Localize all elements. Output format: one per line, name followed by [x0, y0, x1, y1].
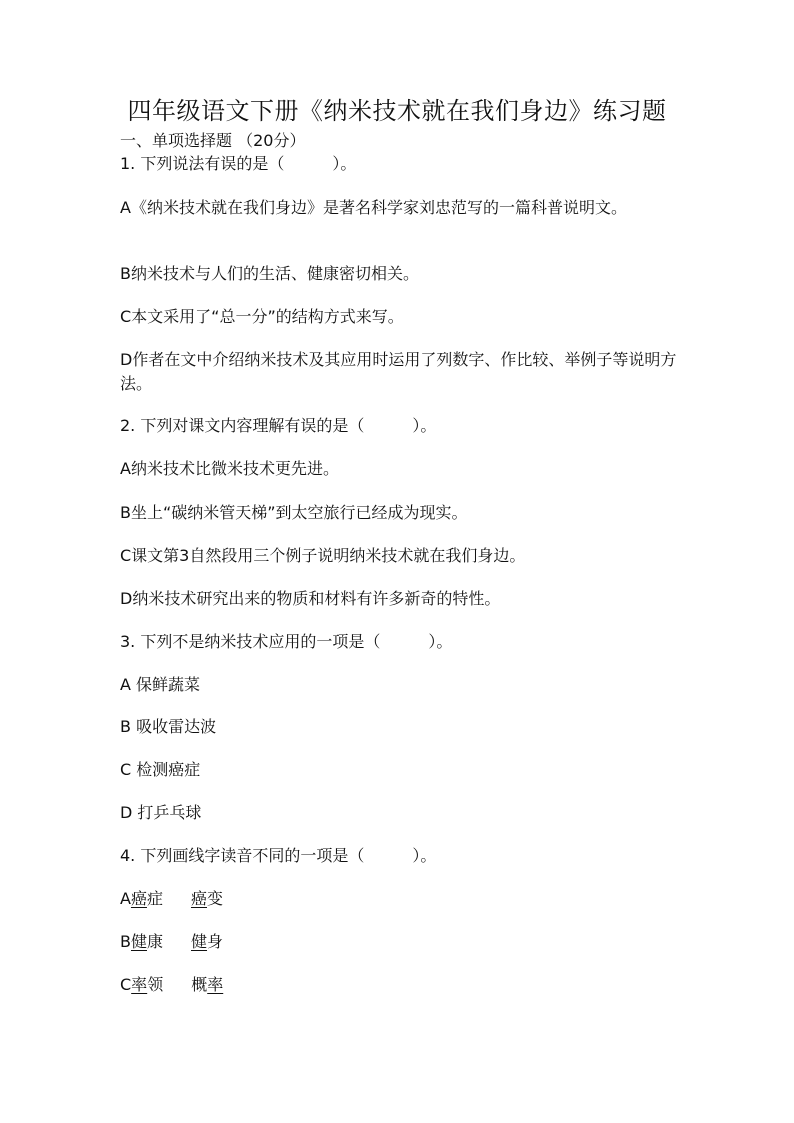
question-3-option-b: B 吸收雷达波	[120, 717, 217, 736]
section-heading: 一、单项选择题 （20分）	[120, 131, 306, 150]
question-1-stem: 1. 下列说法有误的是（ ）。	[120, 154, 357, 173]
option-letter: A	[120, 889, 131, 908]
question-3-option-a: A 保鲜蔬菜	[120, 675, 201, 694]
question-1-option-d: D作者在文中介绍纳米技术及其应用时运用了列数字、作比较、举例子等说明方法。	[120, 350, 677, 393]
option-letter: B	[120, 932, 131, 951]
question-4-option-c	[120, 974, 690, 996]
underlined-char: 癌	[190, 889, 207, 908]
word-rest: 症	[146, 889, 163, 908]
underlined-char: 健	[191, 932, 208, 951]
question-4-option-a	[120, 888, 690, 910]
underlined-char: 率	[207, 975, 224, 994]
option-letter: C	[120, 975, 132, 994]
underlined-char: 健	[130, 932, 147, 951]
question-4-stem: 4. 下列画线字读音不同的一项是（ ）。	[120, 846, 437, 865]
word-rest: 领	[147, 975, 164, 994]
word-rest: 身	[207, 932, 224, 951]
question-2-option-d: D纳米技术研究出来的物质和材料有许多新奇的特性。	[120, 589, 501, 608]
question-2-option-b: B坐上“碳纳米管天梯”到太空旅行已经成为现实。	[120, 503, 468, 522]
question-3-option-c: C 检测癌症	[120, 760, 201, 779]
question-2-stem: 2. 下列对课文内容理解有误的是（ ）。	[120, 416, 437, 435]
word-rest: 变	[207, 889, 224, 908]
word-prefix: 概	[191, 975, 208, 994]
question-2-option-c: C课文第3自然段用三个例子说明纳米技术就在我们身边。	[120, 546, 526, 565]
question-4-option-b	[120, 931, 690, 953]
word-rest: 康	[147, 932, 164, 951]
question-1-option-a: A《纳米技术就在我们身边》是著名科学家刘忠范写的一篇科普说明文。	[120, 198, 627, 217]
question-1-option-c: C本文采用了“总一分”的结构方式来写。	[120, 307, 404, 326]
question-3-stem: 3. 下列不是纳米技术应用的一项是（ ）。	[120, 632, 453, 651]
underlined-char: 癌	[130, 889, 147, 908]
page-title: 四年级语文下册《纳米技术就在我们身边》练习题	[127, 97, 667, 125]
question-3-option-d: D 打乒乓球	[120, 803, 202, 822]
question-1-option-b: B纳米技术与人们的生活、健康密切相关。	[120, 264, 419, 283]
question-2-option-a: A纳米技术比微米技术更先进。	[120, 459, 339, 478]
underlined-char: 率	[131, 975, 148, 994]
